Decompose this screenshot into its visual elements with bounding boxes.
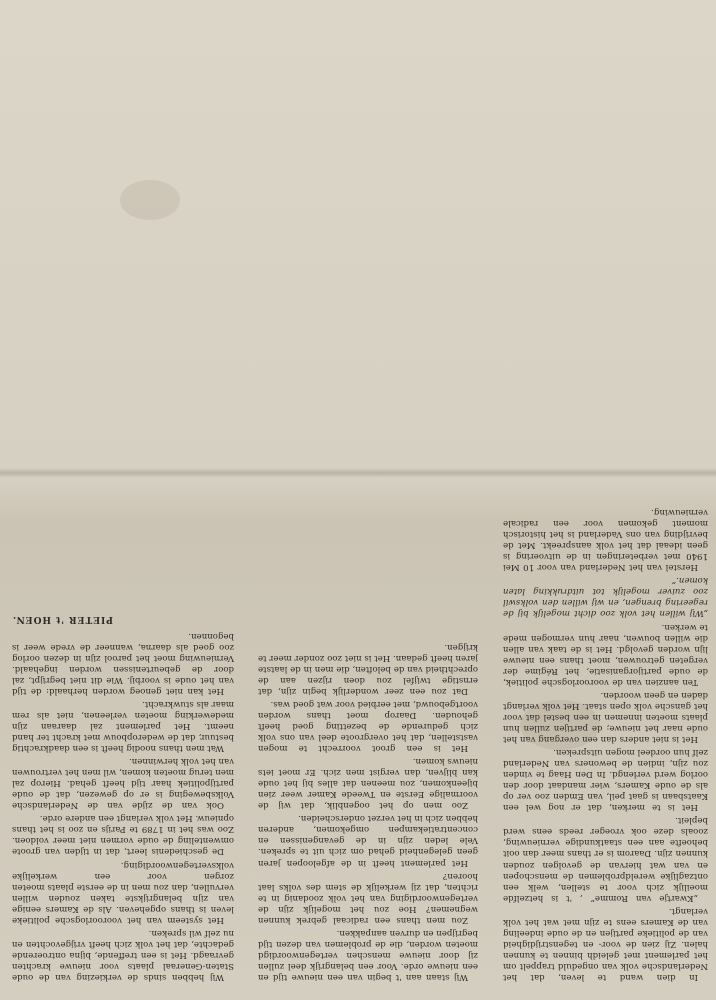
column-left — [503, 20, 708, 982]
paragraph: In dien wand te leven, dat het Nederlandsche volk van ongeduld trappelt om het parlement met geleidh binnen te kunnen halen. Zij zien de voor- en tegenstrijdigheid van de politieke partijen en de oude indeeling van de Kamers eens te zijn met wat het volk verlangt. — [503, 905, 708, 982]
paragraph: Wij staan aan 't begin van een nieuwe tijd en een nieuwe orde. Voor een belangrijk deel zullen zij door nieuwe menschen vertegenwoordigd moeten worden, die de problemen van dezen tijd begrijpen en durven aanpakken. — [258, 927, 478, 982]
paragraph: Ook van de zijde van de Nederlandsche Volksbeweging is er op gewezen, dat de oude partijpolitiek haar tijd heeft gehad. Hierop zal men terug moeten komen, wil men het vertrouwen van het volk herwinnen. — [12, 756, 234, 811]
paragraph: Wat men thans noodig heeft is een daadkrachtig bestuur, dat de wederopbouw met kracht ter hand neemt. Het parlement zal daaraan zijn medewerking moeten verleenen, niet als rem maar als stuwkracht. — [12, 698, 234, 754]
paragraph: Het is een groot voorrecht te mogen vaststellen, dat het overgroote deel van ons volk zich gedurende de bezetting goed heeft gehouden. Daarop moet thans worden voortgebouwd, met eerbied voor wat goed was. — [258, 698, 478, 754]
paragraph: Dat zou een zeer wonderlijk begin zijn, dat ernstige twijfel zou doen rijzen aan de oprechtheid van de beloften, die men in de laatste jaren heeft gedaan. Het is niet zoo zonder meer te krijgen. — [258, 641, 478, 696]
column-right — [12, 20, 234, 982]
paragraph: Ten aanzien van de vooroorlogsche politiek, de oude partijorganisatie, het Régime der vergeten getrouwen, moet thans een nieuwe lijn worden gevolgd. Het is de taak van allen die willen bouwen, naar hun vermogen mede te werken. — [503, 621, 708, 687]
author-signature: PIETER 't HOEN. — [12, 613, 114, 624]
paragraph: Zou men thans een radicaal gebrek kunnen wegnemen? Hoe zou het mogelijk zijn de vertegenwoordiging van het volk zoodanig in te richten, dat zij werkelijk de stem des volks laat hooren? — [258, 870, 478, 925]
paragraph: Het parlement heeft in de afgeloopen jaren geen gelegenheid gehad om zich uit te spreken. Vele leden zijn in de gevangenissen en concentratiekampen omgekomen, anderen hebben zich in het verzet onderscheiden. — [258, 813, 478, 868]
paragraph: Wij hebben sinds de verkiezing van de oude Staten-Generaal plaats voor nieuwe krachten gevraagd. Het is een treffende, bijna ontroerende gedachte, dat het volk zich heeft vrijgevochten en nu zelf wil spreken. — [12, 927, 234, 982]
paragraph: Herstel van het Nederland van voor 10 Mei 1940 met verbeteringen in de uitvoering is geen ideaal dat het volk aanspreekt. Met de bevrijding van ons Vaderland is het historisch moment gekomen voor een radicale vernieuwing. — [503, 507, 708, 573]
paragraph: De geschiedenis leert, dat in tijden van groote omwenteling de oude vormen niet meer voldoen. Zoo was het in 1789 te Parijs en zoo is het thans opnieuw. Het volk verlangt een andere orde. — [12, 813, 234, 857]
paragraph: Het systeem van het vooroorlogsche politieke leven is thans opgeheven. Als de Kamers eenige van zijn belangrijkste taken zouden willen vervullen, dan zou men in de eerste plaats moeten zorgen voor een werkelijke volksvertegenwoordiging. — [12, 859, 234, 925]
paragraph: Het kan niet genoeg worden herhaald: de tijd van het oude is voorbij. Wie dit niet begrijpt, zal door de gebeurtenissen worden ingehaald. Vernieuwing moet het parool zijn in dezen oorlog zoo goed als daarna, wanneer de vrede weer is begonnen. — [12, 630, 234, 696]
paragraph: Het is te merken, dat er nog wel een Kaatsbaan is gaat peil, van Emden zoo ver op als de oude Kamers, wier mandaat door den oorlog werd verlengd. In Den Haag te vinden zou zijn, indien de bewoners van Nederland zelf hun oordeel mogen uitspreken. — [503, 747, 708, 813]
paragraph: „Kwartje van Romme” ‚ 't is hetzelfde moeilijk zich voor te stellen, welk een ontzaglijke wereldproblemen de menschopen en van wat hiervan de gevolgen zouden kunnen zijn. Daarom is er thans meer dan ooit behoefte aan een staatkundige vernieuwing, zooals deze ook vroeger reeds eens werd bepleit. — [503, 815, 708, 903]
paragraph: Zoo men op het oogenblik, dat wij de voormalige Eerste en Tweede Kamer weer zien bijeenkomen, zou meenen dat alles bij het oude kan blijven, dan vergist men zich. Er moet iets nieuws komen. — [258, 756, 478, 811]
column-middle — [258, 20, 478, 982]
paragraph: Het is niet anders dan een overgang van het oude naar het nieuwe; de partijen zullen hun plaats moeten innemen in een bestel dat voor het gansche volk open staat. Het volk verlangt daden en geen woorden. — [503, 689, 708, 745]
quote: „Wij willen het volk zoo dicht mogelijk bij de regeering brengen, en wij willen den volkswil zoo zuiver mogelijk tot uitdrukking laten komen.” — [503, 575, 708, 619]
